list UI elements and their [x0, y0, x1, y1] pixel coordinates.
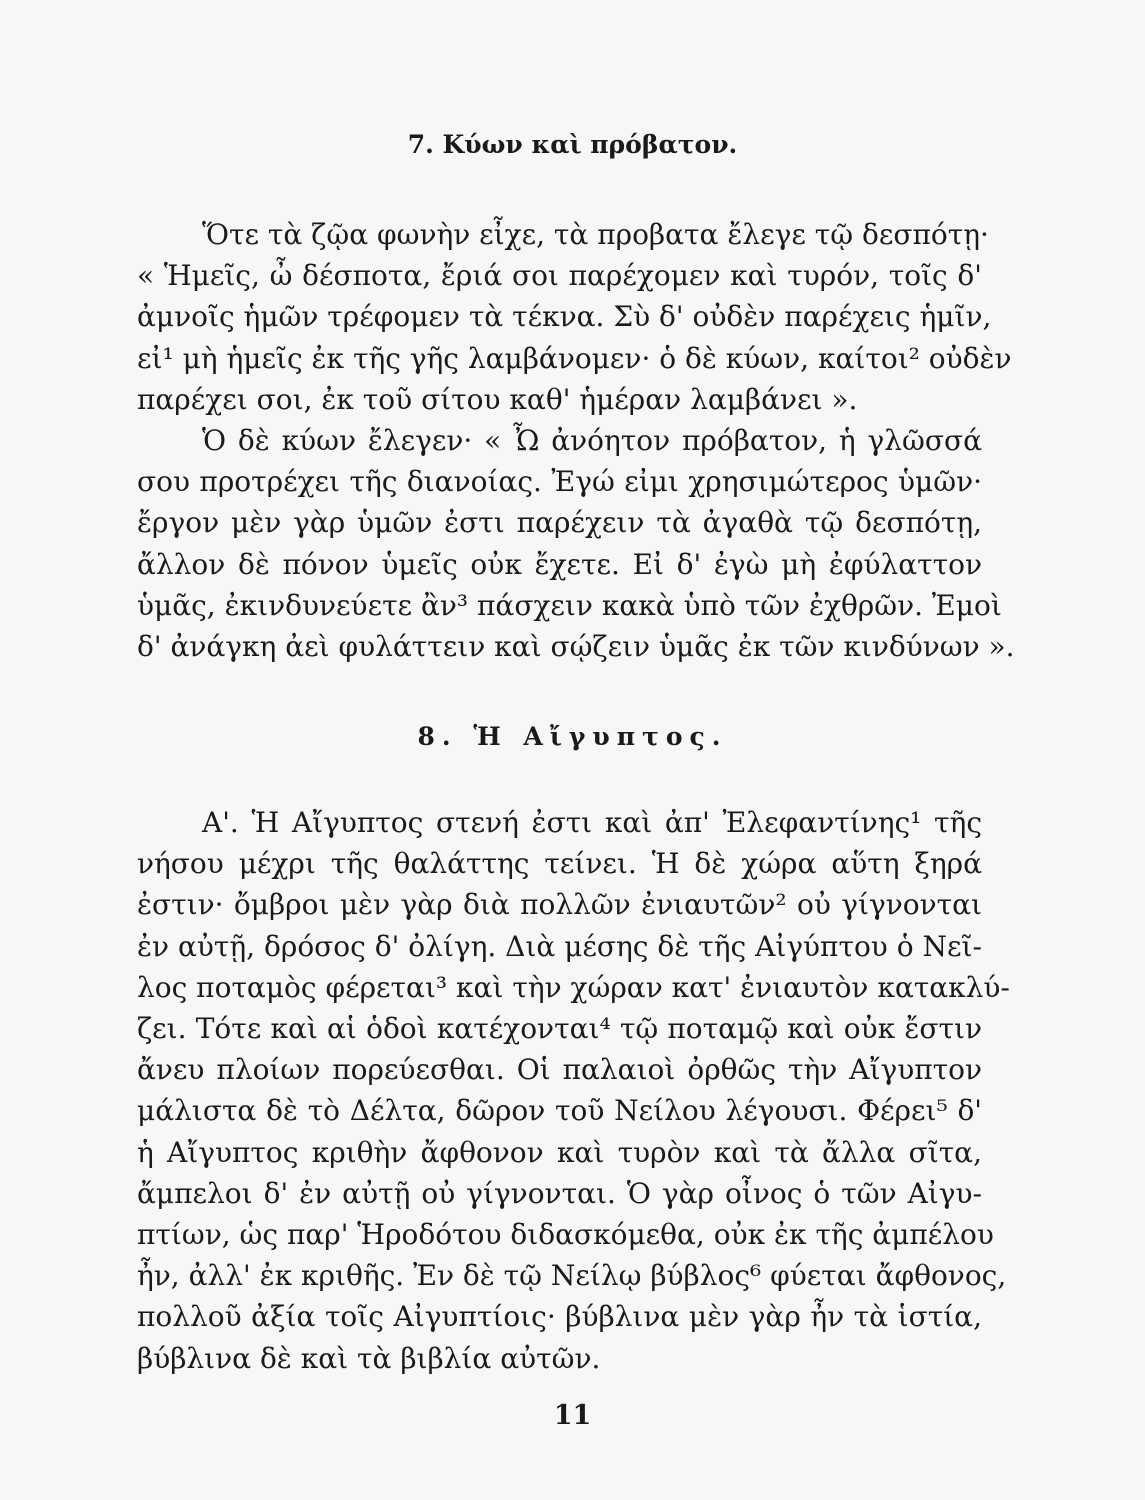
- section-heading-8: 8. Ἡ Αἴγυπτος.: [417, 722, 728, 751]
- text-line: ἄλλον δὲ πόνον ὑμεῖς οὐκ ἔχετε. Εἰ δ' ἐγὼ μὴ ἐφύλαττον: [137, 547, 982, 581]
- text-line: λος ποταμὸς φέρεται³ καὶ τὴν χώραν κατ' ἐνιαυτὸν κατακλύ-: [137, 970, 1010, 1004]
- text-line: ἄνευ πλοίων πορεύεσθαι. Οἱ παλαιοὶ ὀρθῶς τὴν Αἴγυπτον: [137, 1053, 982, 1087]
- text-line: ἡ Αἴγυπτος κριθὴν ἄφθονον καὶ τυρὸν καὶ τὰ ἄλλα σῖτα,: [137, 1135, 982, 1169]
- page-number: 11: [553, 1400, 592, 1431]
- text-line: « Ἡμεῖς, ὦ δέσποτα, ἔριά σοι παρέχομεν καὶ τυρόν, τοῖς δ': [137, 259, 982, 293]
- text-line: νήσου μέχρι τῆς θαλάττης τείνει. Ἡ δὲ χώρα αὕτη ξηρά: [137, 847, 982, 881]
- text-line: ἔργον μὲν γὰρ ὑμῶν ἐστι παρέχειν τὰ ἀγαθὰ τῷ δεσπότῃ,: [137, 506, 982, 540]
- text-line: σου προτρέχει τῆς διανοίας. Ἐγώ εἰμι χρησιμώτερος ὑμῶν·: [137, 465, 982, 499]
- text-line: δ' ἀνάγκη ἀεὶ φυλάττειν καὶ σῴζειν ὑμᾶς ἐκ τῶν κινδύνων ».: [137, 630, 1015, 663]
- text-line: βύβλινα δὲ καὶ τὰ βιβλία αὐτῶν.: [137, 1341, 601, 1375]
- text-line: πολλοῦ ἀξία τοῖς Αἰγυπτίοις· βύβλινα μὲν γὰρ ἦν τὰ ἱστία,: [137, 1300, 982, 1334]
- text-line: εἰ¹ μὴ ἡμεῖς ἐκ τῆς γῆς λαμβάνομεν· ὁ δὲ κύων, καίτοι² οὐδὲν: [137, 341, 1012, 375]
- text-line: ἀμνοῖς ἡμῶν τρέφομεν τὰ τέκνα. Σὺ δ' οὐδὲν παρέχεις ἡμῖν,: [137, 300, 992, 334]
- text-line: Ὁ δὲ κύων ἔλεγεν· « Ὦ ἀνόητον πρόβατον, ἡ γλῶσσά: [202, 424, 982, 457]
- text-line: ἦν, ἀλλ' ἐκ κριθῆς. Ἐν δὲ τῷ Νείλῳ βύβλος⁶ φύεται ἄφθονος,: [137, 1259, 1007, 1293]
- text-line: παρέχει σοι, ἐκ τοῦ σίτου καθ' ἡμέραν λαμβάνει ».: [137, 382, 858, 416]
- text-line: πτίων, ὡς παρ' Ἡροδότου διδασκόμεθα, οὐκ ἐκ τῆς ἀμπέλου: [137, 1218, 994, 1251]
- text-line: ὑμᾶς, ἐκινδυνεύετε ἂν³ πάσχειν κακὰ ὑπὸ τῶν ἐχθρῶν. Ἐμοὶ: [137, 588, 1002, 622]
- text-line: μάλιστα δὲ τὸ Δέλτα, δῶρον τοῦ Νείλου λέγουσι. Φέρει⁵ δ': [137, 1094, 982, 1128]
- text-line: Ὅτε τὰ ζῷα φωνὴν εἶχε, τὰ προβατα ἔλεγε τῷ δεσπότῃ·: [202, 218, 989, 251]
- text-line: Α'. Ἡ Αἴγυπτος στενή ἐστι καὶ ἀπ' Ἐλεφαντίνης¹ τῆς: [202, 806, 982, 839]
- section-heading-7: 7. Κύων καὶ πρόβατον.: [407, 130, 738, 159]
- text-line: ἐστιν· ὄμβροι μὲν γὰρ διὰ πολλῶν ἐνιαυτῶν² οὐ γίγνονται: [137, 888, 982, 922]
- text-line: ἐν αὐτῇ, δρόσος δ' ὀλίγη. Διὰ μέσης δὲ τῆς Αἰγύπτου ὁ Νεῖ-: [137, 929, 982, 963]
- text-line: ζει. Τότε καὶ αἱ ὁδοὶ κατέχονται⁴ τῷ ποταμῷ καὶ οὐκ ἔστιν: [137, 1012, 982, 1045]
- text-line: ἄμπελοι δ' ἐν αὐτῇ οὐ γίγνονται. Ὁ γὰρ οἶνος ὁ τῶν Αἰγυ-: [137, 1176, 982, 1210]
